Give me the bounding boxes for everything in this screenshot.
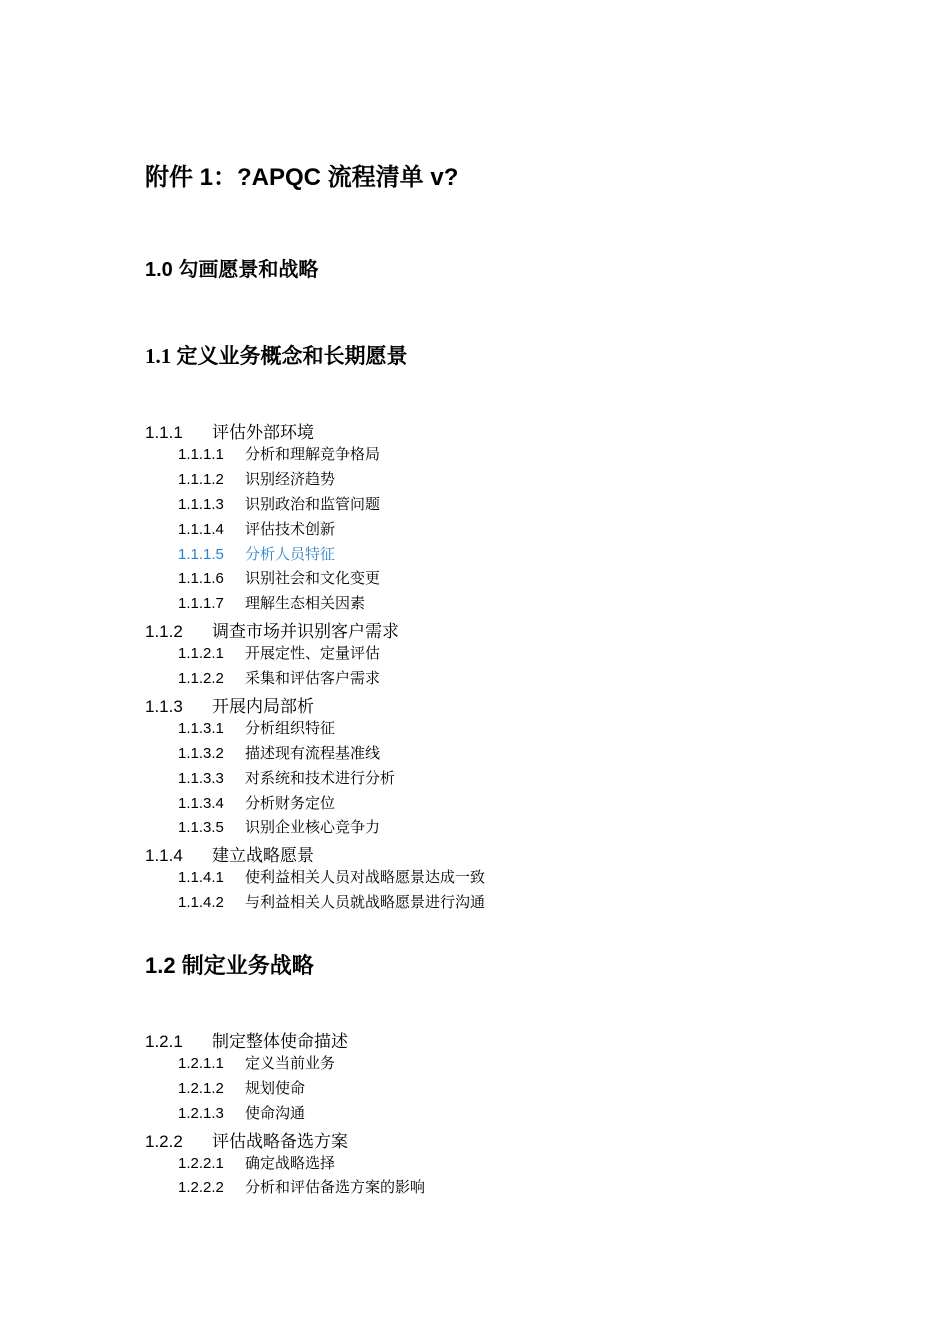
process-name: 识别社会和文化变更 <box>245 569 381 588</box>
section-heading-1-0: 1.0 勾画愿景和战略 <box>145 259 319 281</box>
process-group-item <box>145 692 314 716</box>
process-number: 1.1.4.1 <box>178 869 224 887</box>
document-title: 附件 1：?APQC 流程清单 v? <box>145 164 459 191</box>
process-name: 开展内局部析 <box>212 696 314 717</box>
process-name: 分析财务定位 <box>245 793 336 812</box>
process-item <box>178 891 485 915</box>
process-number: 1.2.2.1 <box>178 1154 224 1172</box>
process-item <box>178 1077 305 1101</box>
process-number: 1.1.1.6 <box>178 570 224 588</box>
process-number: 1.2.1.2 <box>178 1079 224 1097</box>
process-number: 1.1.1.5 <box>178 545 224 563</box>
process-item <box>178 493 380 517</box>
process-name: 评估战略备选方案 <box>212 1131 348 1152</box>
process-name: 确定战略选择 <box>245 1153 336 1172</box>
process-number: 1.1.1.4 <box>178 520 224 538</box>
section-heading-1-1: 1.1 定义业务概念和长期愿景 <box>145 344 408 368</box>
process-number: 1.1.3.1 <box>178 719 224 737</box>
process-item <box>178 866 485 890</box>
process-number: 1.2.1.3 <box>178 1104 224 1122</box>
process-number: 1.1.2.1 <box>178 645 224 663</box>
process-name: 分析人员特征 <box>245 544 336 563</box>
process-item <box>178 742 380 766</box>
process-number: 1.1.2.2 <box>178 670 224 687</box>
process-number: 1.1.3.3 <box>178 769 224 787</box>
process-name: 描述现有流程基准线 <box>245 743 381 762</box>
process-item <box>178 518 335 542</box>
process-group-item <box>145 1027 348 1051</box>
process-item <box>178 642 380 666</box>
process-name: 理解生态相关因素 <box>245 594 366 613</box>
process-name: 与利益相关人员就战略愿景进行沟通 <box>245 893 486 912</box>
process-number: 1.1.3.2 <box>178 744 224 762</box>
process-name: 分析组织特征 <box>245 718 336 737</box>
process-number: 1.2.2 <box>145 1131 183 1151</box>
process-item <box>178 1102 305 1126</box>
process-name: 使命沟通 <box>245 1103 306 1122</box>
process-item <box>178 767 395 791</box>
process-name: 识别经济趋势 <box>245 469 336 488</box>
process-item <box>178 1052 335 1076</box>
process-number: 1.1.4 <box>145 846 183 866</box>
process-name: 分析和评估备选方案的影响 <box>245 1178 426 1197</box>
process-item <box>178 816 380 840</box>
section-heading-1-2: 1.2 制定业务战略 <box>145 953 314 978</box>
process-group-item <box>145 1127 348 1151</box>
process-name: 对系统和技术进行分析 <box>245 768 396 787</box>
process-item <box>178 543 335 567</box>
process-name: 建立战略愿景 <box>212 846 314 867</box>
process-name: 调查市场并识别客户需求 <box>212 622 399 643</box>
process-number: 1.1.1.1 <box>178 445 224 463</box>
process-number: 1.1.1.3 <box>178 495 224 513</box>
process-name: 定义当前业务 <box>245 1053 336 1072</box>
process-number: 1.1.1.7 <box>178 595 224 613</box>
process-name: 评估外部环境 <box>212 423 314 443</box>
process-item <box>178 1176 425 1200</box>
process-number: 1.1.3.5 <box>178 819 224 837</box>
process-number: 1.2.2.2 <box>178 1179 224 1197</box>
process-item <box>178 567 380 591</box>
process-item <box>178 717 335 741</box>
process-number: 1.1.2 <box>145 622 183 642</box>
process-name: 识别政治和监管问题 <box>245 494 381 513</box>
process-number: 1.1.3.4 <box>178 794 224 812</box>
process-group-item <box>145 617 399 641</box>
process-name: 规划使命 <box>245 1078 306 1097</box>
process-name: 开展定性、定量评估 <box>245 644 381 663</box>
process-name: 使利益相关人员对战略愿景达成一致 <box>245 868 486 887</box>
process-item <box>178 592 365 616</box>
process-name: 制定整体使命描述 <box>212 1032 348 1052</box>
process-item <box>178 468 335 492</box>
process-item <box>178 1152 335 1176</box>
process-item <box>178 667 380 691</box>
process-number: 1.1.4.2 <box>178 894 224 912</box>
process-number: 1.1.1 <box>145 423 183 442</box>
process-group-item <box>145 841 314 865</box>
process-item <box>178 792 335 816</box>
process-number: 1.1.1.2 <box>178 470 224 488</box>
process-item <box>178 443 380 467</box>
process-number: 1.1.3 <box>145 696 183 716</box>
process-name: 采集和评估客户需求 <box>245 669 381 687</box>
process-number: 1.2.1 <box>145 1032 183 1051</box>
process-name: 识别企业核心竞争力 <box>245 818 381 837</box>
process-number: 1.2.1.1 <box>178 1054 224 1072</box>
process-group-item <box>145 418 314 442</box>
process-name: 分析和理解竞争格局 <box>245 444 381 463</box>
process-name: 评估技术创新 <box>245 519 336 538</box>
